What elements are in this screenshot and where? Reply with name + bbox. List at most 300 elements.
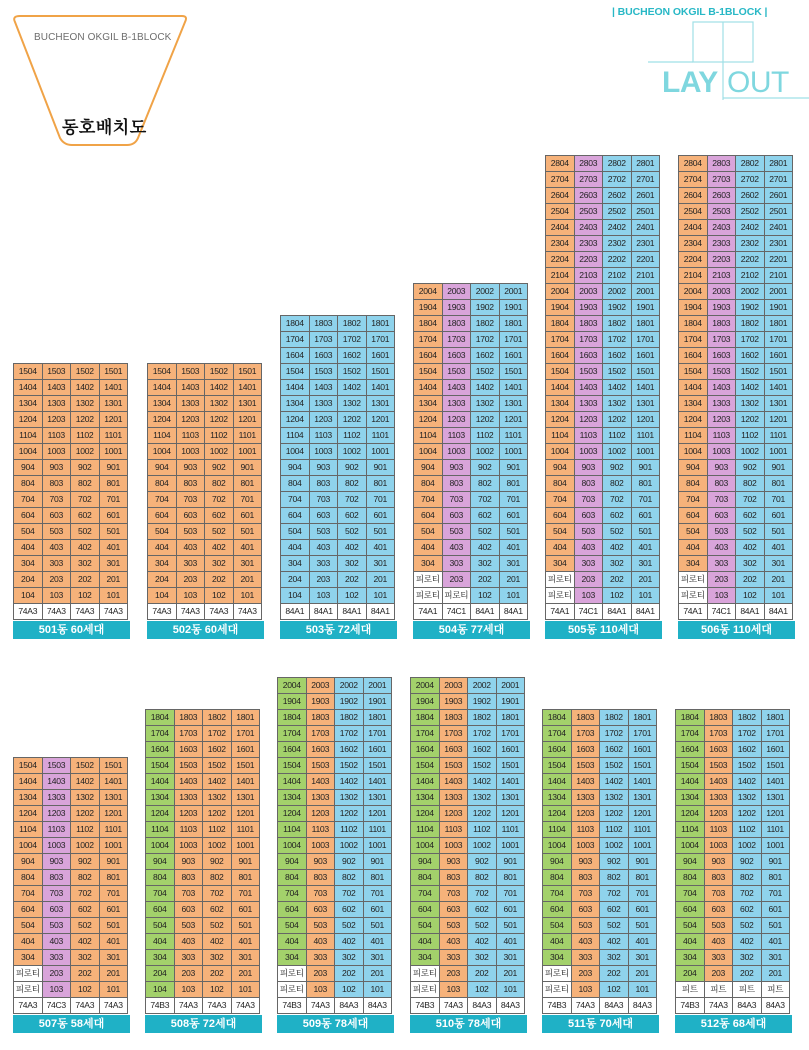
- piloti-cell: 피로티: [414, 572, 442, 587]
- unit-cell: 2404: [679, 220, 707, 235]
- piloti-cell: 피트: [762, 982, 790, 997]
- unit-cell: 304: [676, 950, 704, 965]
- building-label: 510동 78세대: [410, 1015, 527, 1033]
- unit-type-cell: 74C1: [443, 604, 471, 619]
- unit-type-cell: 74A3: [307, 998, 335, 1013]
- unit-cell: 1602: [468, 742, 496, 757]
- unit-cell: 1503: [310, 364, 338, 379]
- unit-cell: 403: [175, 934, 203, 949]
- unit-cell: 1603: [310, 348, 338, 363]
- unit-cell: 502: [203, 918, 231, 933]
- unit-cell: 1402: [471, 380, 499, 395]
- unit-cell: 404: [546, 540, 574, 555]
- unit-cell: 502: [603, 524, 631, 539]
- unit-cell: 101: [765, 588, 793, 603]
- unit-cell: 1801: [765, 316, 793, 331]
- unit-cell: 1704: [414, 332, 442, 347]
- unit-cell: 601: [632, 508, 660, 523]
- unit-cell: 2603: [708, 188, 736, 203]
- unit-cell: 901: [100, 460, 128, 475]
- unit-cell: 902: [71, 854, 99, 869]
- unit-cell: 1001: [367, 444, 395, 459]
- unit-cell: 503: [708, 524, 736, 539]
- unit-cell: 502: [736, 524, 764, 539]
- unit-cell: 2804: [546, 156, 574, 171]
- unit-cell: 1901: [500, 300, 528, 315]
- unit-cell: 704: [14, 492, 42, 507]
- unit-cell: 201: [497, 966, 525, 981]
- unit-cell: 1501: [367, 364, 395, 379]
- unit-type-cell: 84A1: [471, 604, 499, 619]
- unit-cell: 1402: [603, 380, 631, 395]
- unit-cell: 1402: [733, 774, 761, 789]
- unit-cell: 803: [43, 476, 71, 491]
- unit-cell: 201: [100, 572, 128, 587]
- unit-cell: 202: [736, 572, 764, 587]
- unit-cell: 702: [71, 886, 99, 901]
- unit-cell: 1503: [177, 364, 205, 379]
- unit-cell: 204: [14, 572, 42, 587]
- unit-cell: 1002: [733, 838, 761, 853]
- unit-cell: 1702: [338, 332, 366, 347]
- unit-cell: 1103: [175, 822, 203, 837]
- unit-cell: 603: [440, 902, 468, 917]
- unit-cell: 304: [546, 556, 574, 571]
- unit-cell: 1402: [600, 774, 628, 789]
- unit-cell: 702: [736, 492, 764, 507]
- unit-cell: 102: [205, 588, 233, 603]
- unit-cell: 2102: [603, 268, 631, 283]
- unit-cell: 301: [364, 950, 392, 965]
- unit-cell: 2801: [765, 156, 793, 171]
- unit-cell: 1803: [307, 710, 335, 725]
- unit-cell: 1203: [43, 806, 71, 821]
- unit-cell: 1302: [733, 790, 761, 805]
- unit-cell: 101: [500, 588, 528, 603]
- unit-cell: 401: [500, 540, 528, 555]
- unit-cell: 504: [281, 524, 309, 539]
- unit-cell: 701: [232, 886, 260, 901]
- unit-cell: 2004: [679, 284, 707, 299]
- unit-cell: 2402: [603, 220, 631, 235]
- unit-cell: 1401: [100, 380, 128, 395]
- unit-cell: 1402: [736, 380, 764, 395]
- unit-cell: 401: [234, 540, 262, 555]
- unit-cell: 1803: [310, 316, 338, 331]
- unit-cell: 302: [603, 556, 631, 571]
- unit-cell: 1301: [232, 790, 260, 805]
- unit-cell: 1604: [411, 742, 439, 757]
- unit-cell: 1101: [497, 822, 525, 837]
- building-label: 508동 72세대: [145, 1015, 262, 1033]
- unit-cell: 2004: [414, 284, 442, 299]
- unit-cell: 403: [440, 934, 468, 949]
- unit-cell: 402: [205, 540, 233, 555]
- unit-cell: 1502: [205, 364, 233, 379]
- unit-cell: 303: [307, 950, 335, 965]
- unit-type-cell: 74A3: [148, 604, 176, 619]
- building-label: 506동 110세대: [678, 621, 795, 639]
- unit-cell: 1302: [203, 790, 231, 805]
- unit-cell: 1801: [632, 316, 660, 331]
- unit-cell: 601: [100, 508, 128, 523]
- unit-cell: 702: [733, 886, 761, 901]
- unit-cell: 1002: [338, 444, 366, 459]
- unit-cell: 1502: [733, 758, 761, 773]
- unit-cell: 2302: [603, 236, 631, 251]
- unit-cell: 1003: [177, 444, 205, 459]
- unit-cell: 1304: [148, 396, 176, 411]
- unit-cell: 1101: [364, 822, 392, 837]
- unit-cell: 402: [338, 540, 366, 555]
- unit-cell: 1302: [335, 790, 363, 805]
- unit-cell: 1101: [367, 428, 395, 443]
- unit-cell: 1104: [543, 822, 571, 837]
- unit-cell: 1901: [632, 300, 660, 315]
- unit-cell: 801: [100, 870, 128, 885]
- unit-cell: 1304: [546, 396, 574, 411]
- unit-cell: 601: [500, 508, 528, 523]
- unit-cell: 103: [310, 588, 338, 603]
- unit-cell: 1002: [471, 444, 499, 459]
- unit-cell: 2503: [575, 204, 603, 219]
- unit-cell: 201: [500, 572, 528, 587]
- unit-cell: 603: [175, 902, 203, 917]
- unit-cell: 1302: [471, 396, 499, 411]
- unit-cell: 2802: [603, 156, 631, 171]
- unit-cell: 1102: [468, 822, 496, 837]
- unit-cell: 702: [203, 886, 231, 901]
- unit-cell: 203: [708, 572, 736, 587]
- unit-cell: 1102: [736, 428, 764, 443]
- unit-cell: 702: [335, 886, 363, 901]
- unit-cell: 1504: [414, 364, 442, 379]
- building-grid: [145, 709, 260, 1014]
- unit-cell: 201: [367, 572, 395, 587]
- unit-cell: 1604: [679, 348, 707, 363]
- unit-cell: 1401: [367, 380, 395, 395]
- unit-cell: 402: [733, 934, 761, 949]
- building-grid: [545, 155, 660, 620]
- unit-cell: 1601: [367, 348, 395, 363]
- unit-type-cell: 74C1: [575, 604, 603, 619]
- unit-cell: 202: [203, 966, 231, 981]
- unit-cell: 1501: [629, 758, 657, 773]
- unit-cell: 903: [310, 460, 338, 475]
- unit-cell: 1302: [338, 396, 366, 411]
- unit-cell: 603: [307, 902, 335, 917]
- unit-cell: 1702: [335, 726, 363, 741]
- unit-cell: 204: [146, 966, 174, 981]
- unit-cell: 504: [146, 918, 174, 933]
- unit-cell: 2002: [335, 678, 363, 693]
- unit-cell: 1203: [708, 412, 736, 427]
- unit-cell: 302: [203, 950, 231, 965]
- unit-cell: 1102: [71, 822, 99, 837]
- unit-cell: 703: [708, 492, 736, 507]
- unit-cell: 2604: [679, 188, 707, 203]
- unit-cell: 301: [100, 556, 128, 571]
- unit-cell: 1002: [203, 838, 231, 853]
- unit-cell: 102: [338, 588, 366, 603]
- piloti-cell: 피로티: [411, 982, 439, 997]
- unit-cell: 1003: [440, 838, 468, 853]
- unit-cell: 304: [411, 950, 439, 965]
- unit-cell: 1002: [736, 444, 764, 459]
- unit-cell: 1004: [14, 444, 42, 459]
- unit-cell: 1904: [546, 300, 574, 315]
- unit-cell: 2201: [765, 252, 793, 267]
- unit-cell: 1004: [14, 838, 42, 853]
- unit-cell: 604: [14, 508, 42, 523]
- unit-type-cell: 84A1: [765, 604, 793, 619]
- unit-cell: 102: [736, 588, 764, 603]
- unit-cell: 1404: [411, 774, 439, 789]
- unit-cell: 1803: [575, 316, 603, 331]
- unit-cell: 503: [575, 524, 603, 539]
- unit-cell: 403: [307, 934, 335, 949]
- unit-cell: 1503: [440, 758, 468, 773]
- unit-cell: 1103: [43, 822, 71, 837]
- unit-cell: 1902: [736, 300, 764, 315]
- unit-cell: 2202: [603, 252, 631, 267]
- unit-cell: 804: [146, 870, 174, 885]
- unit-cell: 604: [676, 902, 704, 917]
- unit-cell: 2004: [546, 284, 574, 299]
- unit-cell: 701: [629, 886, 657, 901]
- unit-cell: 103: [307, 982, 335, 997]
- unit-cell: 504: [148, 524, 176, 539]
- unit-cell: 2201: [632, 252, 660, 267]
- unit-cell: 404: [148, 540, 176, 555]
- unit-cell: 803: [443, 476, 471, 491]
- unit-cell: 2003: [708, 284, 736, 299]
- unit-cell: 1704: [676, 726, 704, 741]
- unit-cell: 304: [148, 556, 176, 571]
- unit-cell: 1101: [765, 428, 793, 443]
- unit-cell: 1003: [307, 838, 335, 853]
- unit-cell: 2302: [736, 236, 764, 251]
- unit-cell: 203: [705, 966, 733, 981]
- unit-cell: 604: [679, 508, 707, 523]
- unit-cell: 1202: [603, 412, 631, 427]
- unit-cell: 503: [440, 918, 468, 933]
- unit-cell: 102: [468, 982, 496, 997]
- unit-cell: 1502: [335, 758, 363, 773]
- unit-cell: 1304: [411, 790, 439, 805]
- unit-cell: 504: [546, 524, 574, 539]
- building-label: 504동 77세대: [413, 621, 530, 639]
- unit-cell: 903: [307, 854, 335, 869]
- unit-cell: 1002: [205, 444, 233, 459]
- unit-cell: 1203: [572, 806, 600, 821]
- unit-cell: 203: [43, 572, 71, 587]
- unit-cell: 302: [733, 950, 761, 965]
- unit-cell: 501: [100, 524, 128, 539]
- unit-cell: 1503: [575, 364, 603, 379]
- unit-cell: 1502: [71, 758, 99, 773]
- unit-cell: 104: [281, 588, 309, 603]
- unit-cell: 604: [281, 508, 309, 523]
- unit-cell: 904: [278, 854, 306, 869]
- unit-cell: 602: [733, 902, 761, 917]
- unit-cell: 403: [43, 934, 71, 949]
- unit-cell: 901: [629, 854, 657, 869]
- unit-cell: 603: [177, 508, 205, 523]
- unit-cell: 703: [572, 886, 600, 901]
- unit-cell: 1001: [100, 444, 128, 459]
- unit-cell: 401: [765, 540, 793, 555]
- building-grid: [542, 709, 657, 1014]
- unit-cell: 804: [148, 476, 176, 491]
- unit-cell: 1801: [497, 710, 525, 725]
- unit-cell: 602: [603, 508, 631, 523]
- unit-cell: 1201: [100, 412, 128, 427]
- unit-cell: 704: [148, 492, 176, 507]
- unit-cell: 1801: [762, 710, 790, 725]
- unit-cell: 1101: [632, 428, 660, 443]
- unit-cell: 2701: [765, 172, 793, 187]
- unit-cell: 1502: [603, 364, 631, 379]
- unit-cell: 1002: [600, 838, 628, 853]
- unit-type-cell: 84A1: [736, 604, 764, 619]
- unit-cell: 1501: [762, 758, 790, 773]
- unit-cell: 604: [414, 508, 442, 523]
- unit-cell: 302: [468, 950, 496, 965]
- unit-cell: 1104: [146, 822, 174, 837]
- unit-cell: 1702: [203, 726, 231, 741]
- unit-cell: 202: [335, 966, 363, 981]
- unit-cell: 1302: [71, 396, 99, 411]
- unit-cell: 802: [203, 870, 231, 885]
- unit-type-cell: 84A3: [335, 998, 363, 1013]
- unit-cell: 901: [632, 460, 660, 475]
- unit-cell: 104: [146, 982, 174, 997]
- unit-cell: 1204: [411, 806, 439, 821]
- unit-type-cell: 74A3: [440, 998, 468, 1013]
- unit-cell: 403: [572, 934, 600, 949]
- unit-cell: 703: [307, 886, 335, 901]
- unit-cell: 101: [497, 982, 525, 997]
- unit-type-cell: 74B3: [676, 998, 704, 1013]
- unit-cell: 604: [278, 902, 306, 917]
- unit-cell: 903: [443, 460, 471, 475]
- unit-cell: 304: [414, 556, 442, 571]
- unit-cell: 804: [411, 870, 439, 885]
- unit-type-cell: 74B3: [543, 998, 571, 1013]
- unit-cell: 802: [736, 476, 764, 491]
- unit-cell: 802: [338, 476, 366, 491]
- unit-type-cell: 74B3: [146, 998, 174, 1013]
- unit-cell: 1703: [175, 726, 203, 741]
- unit-cell: 1403: [307, 774, 335, 789]
- unit-cell: 501: [232, 918, 260, 933]
- unit-cell: 2604: [546, 188, 574, 203]
- unit-cell: 2004: [278, 678, 306, 693]
- unit-cell: 803: [708, 476, 736, 491]
- unit-cell: 2301: [632, 236, 660, 251]
- unit-cell: 1502: [600, 758, 628, 773]
- unit-cell: 1504: [281, 364, 309, 379]
- unit-cell: 802: [733, 870, 761, 885]
- piloti-cell: 피로티: [443, 588, 471, 603]
- unit-cell: 702: [603, 492, 631, 507]
- unit-cell: 201: [762, 966, 790, 981]
- unit-cell: 1001: [364, 838, 392, 853]
- unit-cell: 901: [765, 460, 793, 475]
- unit-cell: 101: [100, 982, 128, 997]
- unit-cell: 602: [205, 508, 233, 523]
- building-grid: [147, 363, 262, 620]
- unit-cell: 404: [14, 540, 42, 555]
- unit-cell: 504: [414, 524, 442, 539]
- unit-cell: 1303: [175, 790, 203, 805]
- unit-cell: 1802: [733, 710, 761, 725]
- unit-cell: 1603: [443, 348, 471, 363]
- unit-cell: 1501: [632, 364, 660, 379]
- unit-cell: 1704: [679, 332, 707, 347]
- unit-cell: 103: [572, 982, 600, 997]
- unit-cell: 402: [71, 934, 99, 949]
- unit-cell: 1601: [629, 742, 657, 757]
- unit-cell: 1604: [546, 348, 574, 363]
- unit-cell: 1703: [572, 726, 600, 741]
- unit-cell: 1401: [497, 774, 525, 789]
- unit-cell: 1604: [278, 742, 306, 757]
- unit-cell: 1303: [708, 396, 736, 411]
- unit-cell: 1303: [43, 790, 71, 805]
- unit-type-cell: 74A3: [71, 604, 99, 619]
- unit-cell: 603: [708, 508, 736, 523]
- unit-cell: 1601: [497, 742, 525, 757]
- unit-cell: 401: [232, 934, 260, 949]
- unit-cell: 1801: [367, 316, 395, 331]
- unit-cell: 501: [364, 918, 392, 933]
- unit-cell: 603: [43, 508, 71, 523]
- unit-cell: 1901: [364, 694, 392, 709]
- unit-cell: 1503: [705, 758, 733, 773]
- unit-cell: 1403: [177, 380, 205, 395]
- unit-cell: 1701: [629, 726, 657, 741]
- unit-cell: 901: [500, 460, 528, 475]
- unit-type-cell: 74B3: [278, 998, 306, 1013]
- unit-cell: 1601: [632, 348, 660, 363]
- unit-type-cell: 84A3: [497, 998, 525, 1013]
- unit-cell: 1101: [629, 822, 657, 837]
- unit-cell: 301: [232, 950, 260, 965]
- piloti-cell: 피트: [705, 982, 733, 997]
- unit-cell: 302: [205, 556, 233, 571]
- unit-cell: 1001: [100, 838, 128, 853]
- unit-cell: 1803: [572, 710, 600, 725]
- unit-cell: 1201: [367, 412, 395, 427]
- unit-cell: 1104: [14, 428, 42, 443]
- unit-cell: 1703: [440, 726, 468, 741]
- unit-cell: 1404: [148, 380, 176, 395]
- unit-cell: 1304: [679, 396, 707, 411]
- unit-cell: 1402: [338, 380, 366, 395]
- unit-cell: 902: [736, 460, 764, 475]
- unit-cell: 1502: [71, 364, 99, 379]
- piloti-cell: 피로티: [543, 982, 571, 997]
- building-grid: [675, 709, 790, 1014]
- unit-cell: 1103: [307, 822, 335, 837]
- unit-cell: 1104: [14, 822, 42, 837]
- building-label: 505동 110세대: [545, 621, 662, 639]
- unit-cell: 403: [705, 934, 733, 949]
- unit-cell: 1101: [762, 822, 790, 837]
- unit-cell: 501: [762, 918, 790, 933]
